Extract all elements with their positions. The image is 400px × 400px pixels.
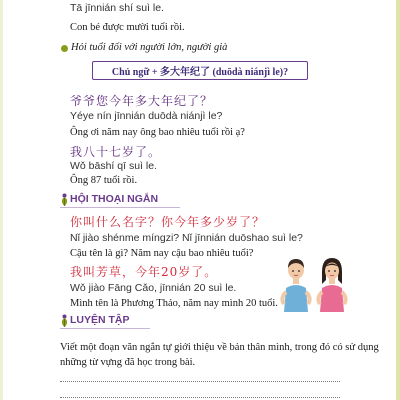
writing-line[interactable] [60, 381, 340, 382]
practice-instruction-line2: những từ vựng đã học trong bài. [60, 357, 196, 368]
dialogue-q-translation: Cậu tên là gì? Năm nay cậu bao nhiêu tuổi? [70, 248, 254, 259]
leaf-person-icon [60, 314, 69, 328]
two-people-illustration [276, 250, 356, 312]
bullet-heading: Hỏi tuổi đối với người lớn, người già [71, 42, 228, 53]
elder-q-translation: Ông ơi năm nay ông bao nhiêu tuổi rồi ạ? [70, 127, 245, 138]
elder-a-pinyin: Wǒ bāshí qī suì le. [70, 160, 157, 172]
practice-instruction-line1: Viết một đoạn văn ngắn tự giới thiệu về bản thân mình, trong đó có sử dụng [60, 342, 379, 353]
elder-q-pinyin: Yéye nín jīnnián duōdà niánjì le? [70, 110, 223, 122]
girl-figure [318, 258, 345, 312]
bullet-dot-icon [61, 45, 68, 52]
dialogue-a-pinyin: Wǒ jiào Fāng Cǎo, jīnnián 20 suì le. [70, 282, 237, 294]
elder-a-translation: Ông 87 tuổi rồi. [70, 175, 138, 186]
grammar-formula-box [92, 61, 308, 80]
writing-line[interactable] [60, 397, 340, 398]
section-rule-practice [60, 328, 150, 329]
top-example-translation: Con bé được mười tuổi rồi. [70, 22, 185, 33]
leaf-person-icon [60, 193, 69, 207]
elder-q-hanzi: 爷爷您今年多大年纪了？ [70, 94, 214, 108]
boy-figure [282, 259, 309, 312]
section-title-practice: LUYỆN TẬP [70, 314, 130, 326]
page-right-margin [396, 0, 400, 400]
elder-a-hanzi: 我八十七岁了。 [70, 145, 162, 159]
section-title-dialogue: HỘI THOẠI NGẮN [70, 193, 159, 205]
dialogue-a-translation: Mình tên là Phương Thảo, năm nay mình 20 tuổi. [70, 298, 278, 309]
top-example-pinyin: Tā jīnnián shí suì le. [70, 2, 164, 14]
dialogue-q-pinyin: Nǐ jiào shénme míngzi? Nǐ jīnnián duōshao suì le? [70, 232, 303, 244]
page-left-margin [0, 0, 3, 400]
dialogue-q-hanzi: 你叫什么名字？你今年多少岁了？ [70, 215, 266, 229]
section-rule-dialogue [60, 207, 180, 208]
dialogue-a-hanzi: 我叫芳草，今年20岁了。 [70, 265, 218, 279]
grammar-formula: Chủ ngữ + 多大年纪了 (duōdà niánjì le)? [111, 67, 289, 78]
